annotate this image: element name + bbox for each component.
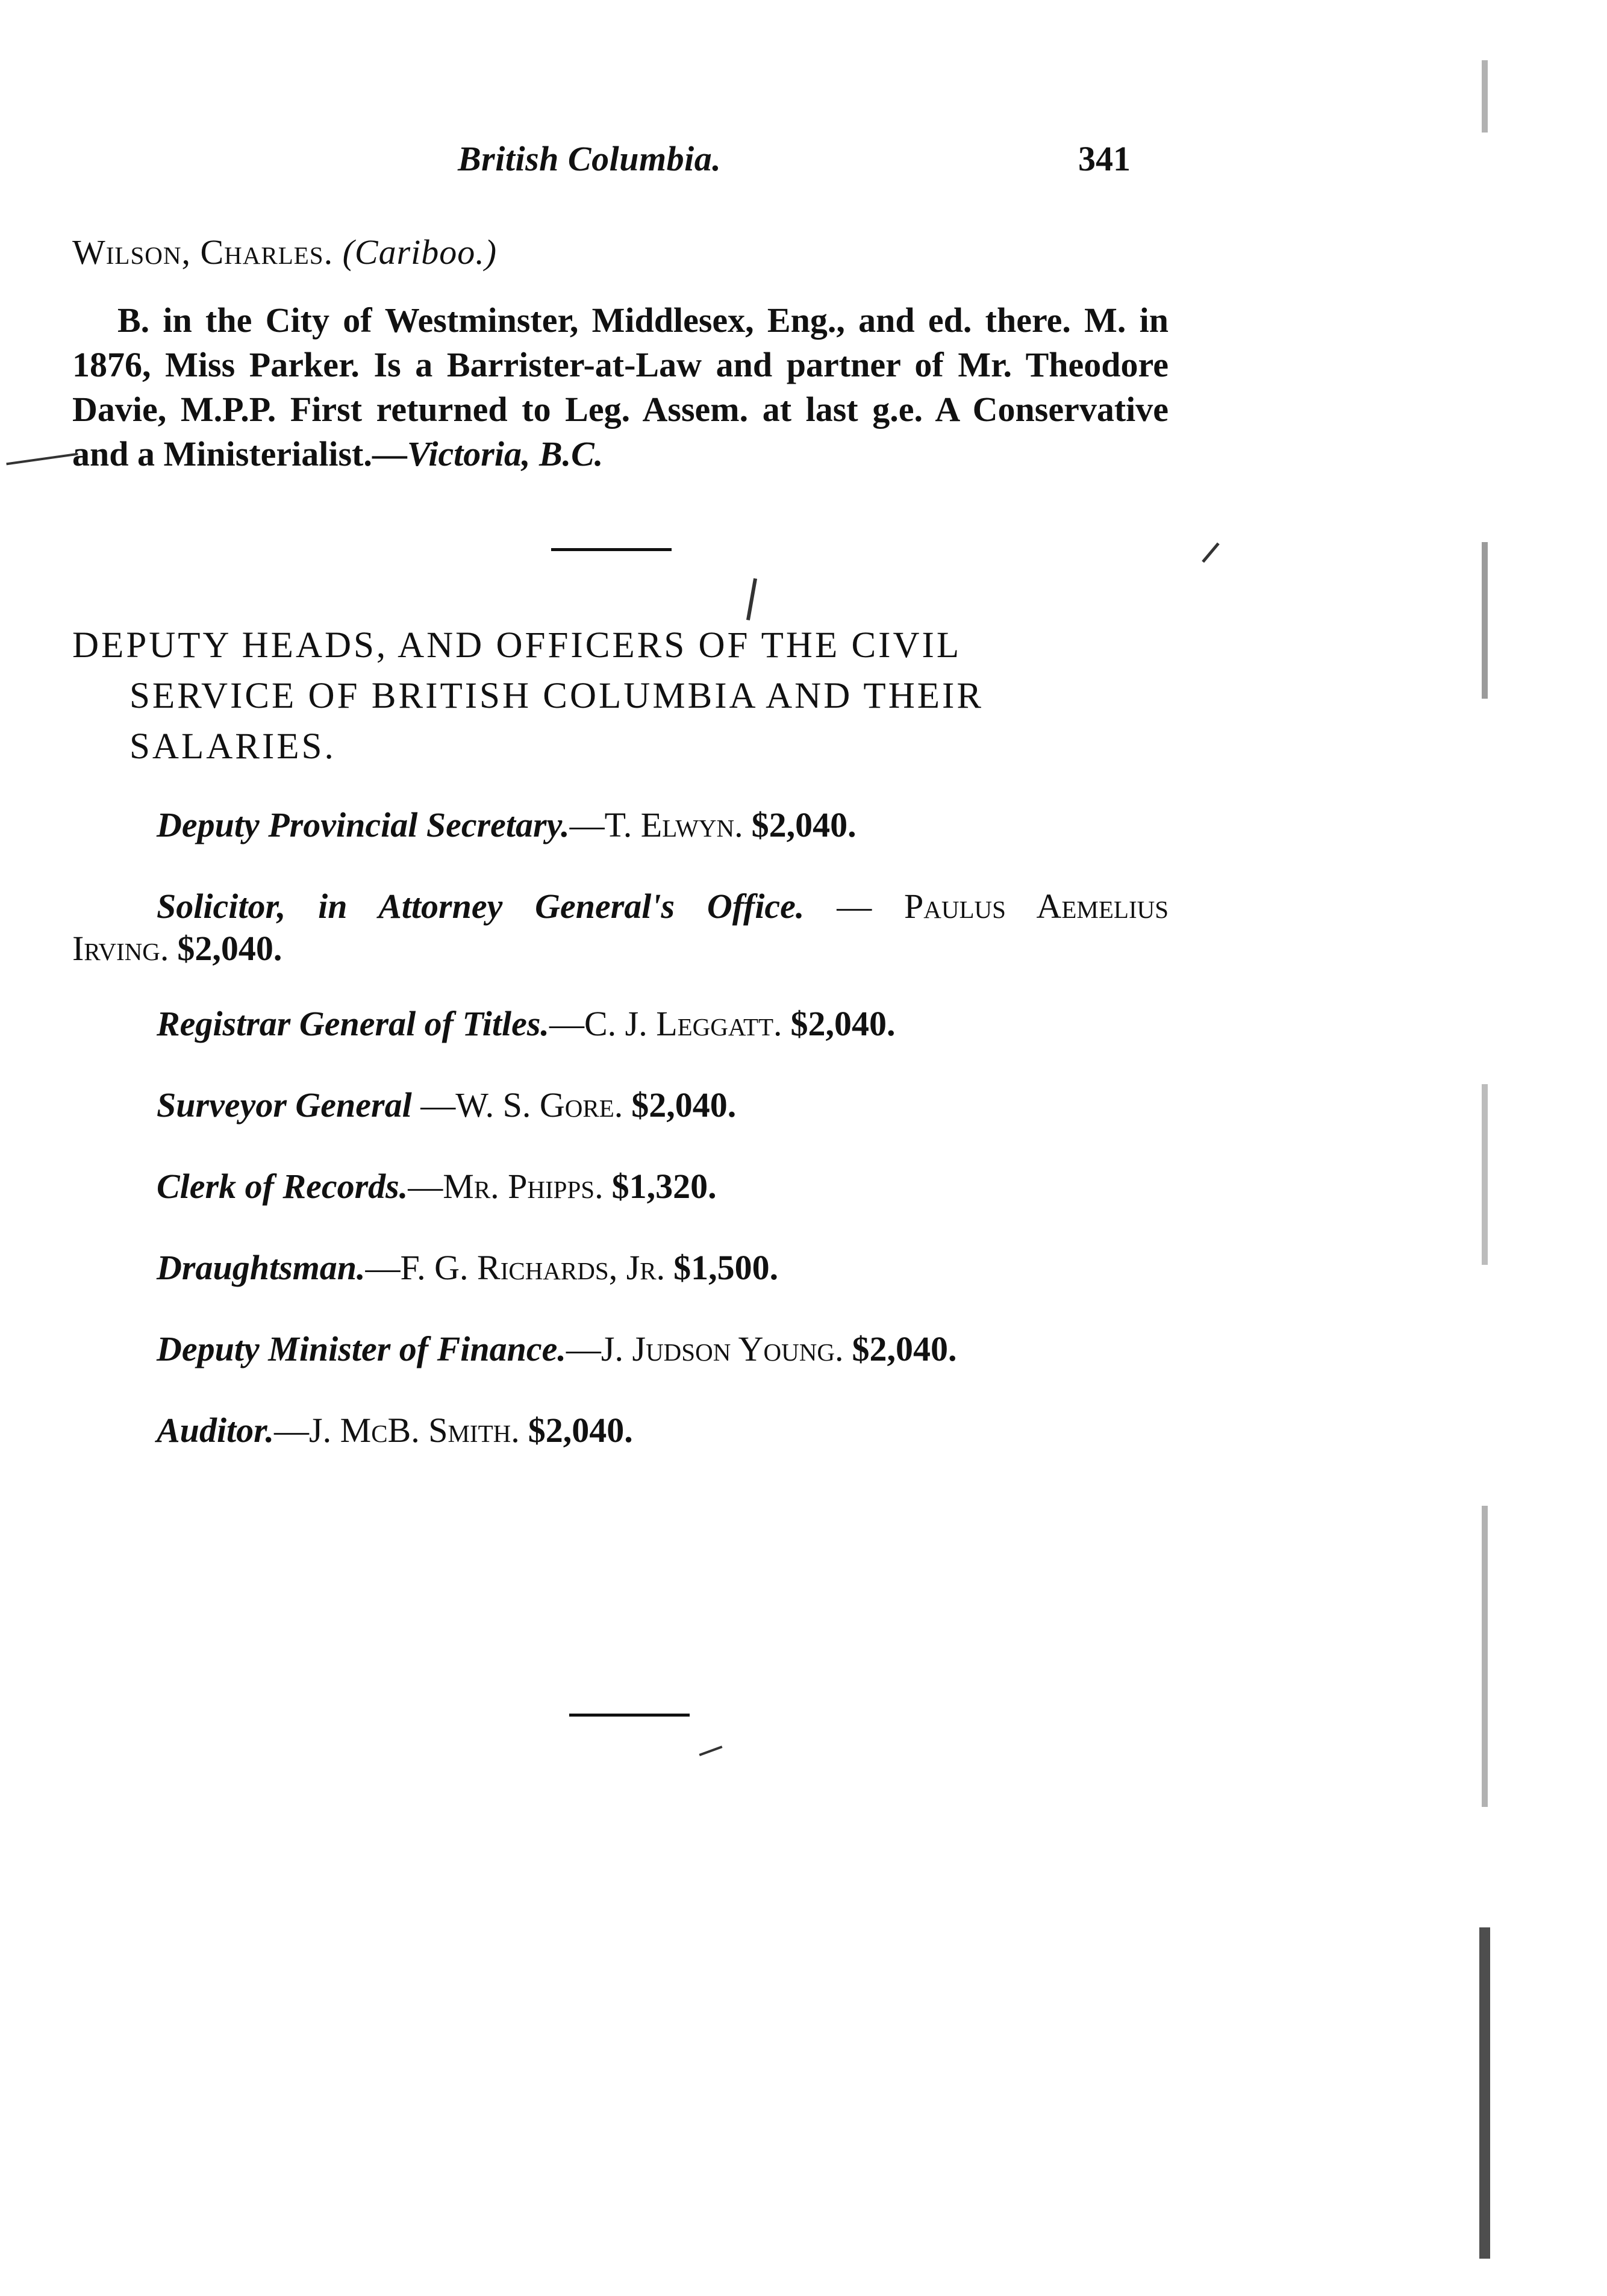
scan-edge — [1482, 60, 1488, 133]
running-head: British Columbia. — [458, 139, 722, 178]
officer-salary: $2,040. — [751, 805, 857, 844]
entry-biography — [72, 298, 1169, 476]
officer-entry: Draughtsman.—F. G. Richards, Jr. $1,500. — [157, 1248, 779, 1287]
pencil-mark — [699, 1745, 723, 1756]
entry-biography-text: B. in the City of Westminster, Middlesex, Eng., and ed. there. M. in 1876, Miss Parker. Is a Barrister-at-Law and partner of Mr. Theodore Davie, M.P.P. First returned to Leg. Assem. at last g.e. A Conservative and a Ministerialist.— — [72, 301, 1169, 473]
officer-name: J. Judson Young. — [601, 1329, 844, 1368]
officer-salary: $1,500. — [673, 1248, 779, 1287]
officer-title: Deputy Minister of Finance. — [157, 1329, 566, 1368]
entry-constituency: (Cariboo.) — [342, 232, 498, 272]
officer-title: Registrar General of Titles. — [157, 1004, 549, 1043]
officer-title: Deputy Provincial Secretary. — [157, 805, 570, 844]
officer-name: F. G. Richards, Jr. — [400, 1248, 666, 1287]
entry-name: Wilson, Charles. — [72, 232, 334, 272]
section-title-line: SERVICE OF BRITISH COLUMBIA AND THEIR — [129, 676, 984, 716]
scan-edge — [1482, 1084, 1488, 1265]
section-title-line: DEPUTY HEADS, AND OFFICERS OF THE CIVIL — [72, 625, 962, 666]
section-title — [72, 620, 1169, 772]
section-title-line: SALARIES. — [129, 726, 336, 767]
officer-name: J. McB. Smith. — [309, 1411, 520, 1450]
scan-edge — [1482, 1506, 1488, 1807]
officer-salary: $2,040. — [631, 1085, 737, 1125]
officer-entry: Auditor.—J. McB. Smith. $2,040. — [157, 1411, 633, 1450]
entry-heading — [72, 232, 497, 272]
officer-entry: Surveyor General —W. S. Gore. $2,040. — [157, 1085, 737, 1125]
check-mark — [1202, 543, 1220, 563]
end-rule — [569, 1714, 690, 1717]
officer-entry: Registrar General of Titles.—C. J. Leggatt. $2,040. — [157, 1004, 896, 1043]
officer-name: T. Elwyn. — [604, 805, 743, 844]
officer-salary: $2,040. — [177, 929, 282, 968]
officer-entry: Deputy Provincial Secretary.—T. Elwyn. $2,040. — [157, 805, 857, 844]
officer-entry: Solicitor, in Attorney General's Office. — Paulus Aemelius Irving. $2,040. — [72, 887, 1169, 968]
officer-name: W. S. Gore. — [455, 1085, 623, 1125]
officer-name: Mr. Phipps. — [443, 1167, 604, 1206]
officer-entry: Clerk of Records.—Mr. Phipps. $1,320. — [157, 1167, 717, 1206]
section-divider — [551, 548, 672, 551]
page-number: 341 — [1078, 139, 1131, 178]
officer-title: Draughtsman. — [157, 1248, 366, 1287]
officer-name: Paulus Aemelius Irving. — [72, 887, 1169, 968]
officer-title: Solicitor, in Attorney General's Office. — [157, 887, 805, 926]
officer-salary: $2,040. — [790, 1004, 896, 1043]
scan-edge — [1482, 542, 1488, 699]
entry-address: Victoria, B.C. — [407, 434, 604, 473]
officer-entry: Deputy Minister of Finance.—J. Judson Young. $2,040. — [157, 1329, 957, 1368]
officer-salary: $2,040. — [528, 1411, 633, 1450]
check-mark — [746, 578, 757, 620]
officer-title: Clerk of Records. — [157, 1167, 408, 1206]
officer-title: Surveyor General — [157, 1085, 412, 1125]
scan-edge — [1479, 1927, 1490, 2259]
officer-salary: $1,320. — [611, 1167, 717, 1206]
officer-title: Auditor. — [157, 1411, 275, 1450]
officer-name: C. J. Leggatt. — [584, 1004, 782, 1043]
pencil-mark — [6, 453, 78, 466]
officer-salary: $2,040. — [852, 1329, 957, 1368]
